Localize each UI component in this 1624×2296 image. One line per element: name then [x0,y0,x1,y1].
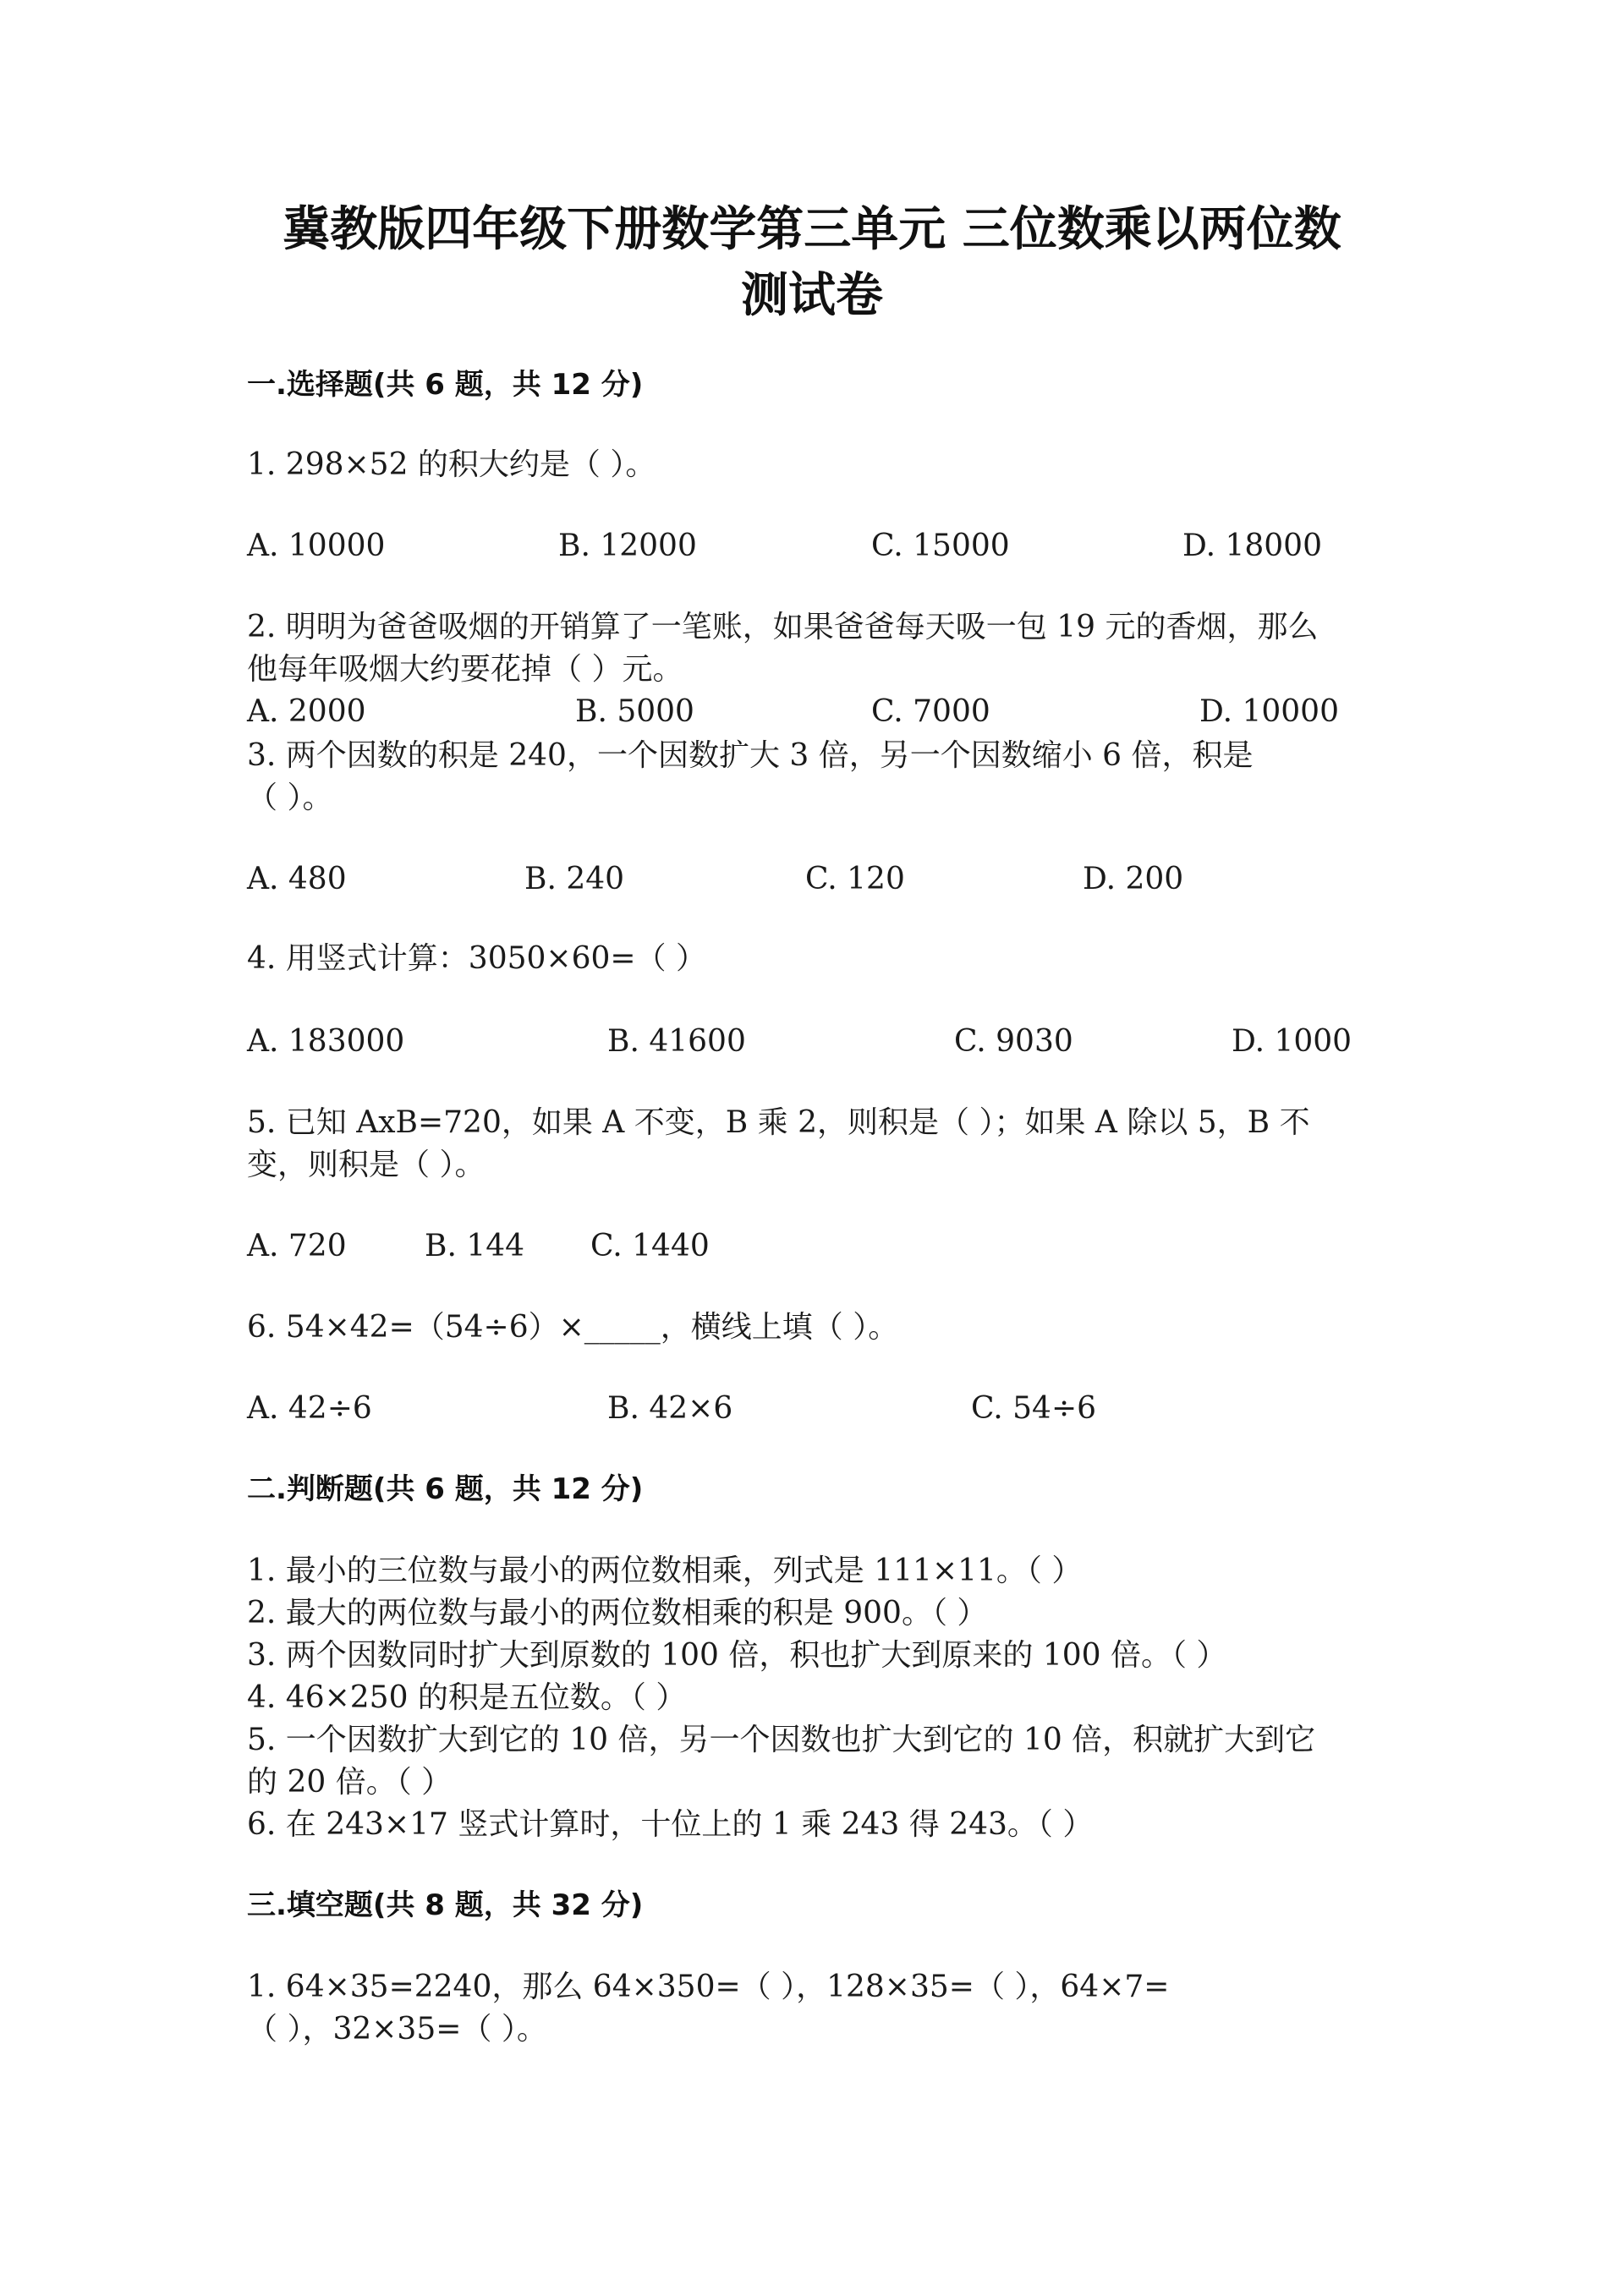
question-4-option-b: B. 41600 [607,1024,746,1059]
question-6-option-a: A. 42÷6 [247,1391,372,1426]
judge-item-2: 2. 最大的两位数与最小的两位数相乘的积是 900。（ ） [247,1596,988,1630]
question-5-text-line2: 变，则积是（ ）。 [247,1148,486,1182]
question-3-text-line2: （ ）。 [247,781,333,815]
section-heading-fill: 三.填空题(共 8 题，共 32 分) [247,1888,644,1922]
judge-item-3: 3. 两个因数同时扩大到原数的 100 倍，积也扩大到原来的 100 倍。（ ） [247,1638,1227,1673]
question-3-option-d: D. 200 [1083,862,1184,896]
question-3-option-a: A. 480 [247,862,347,896]
judge-item-6: 6. 在 243×17 竖式计算时，十位上的 1 乘 243 得 243。（ ） [247,1807,1094,1842]
exam-title-line1: 冀教版四年级下册数学第三单元 三位数乘以两位数 [283,202,1341,257]
judge-item-4: 4. 46×250 的积是五位数。（ ） [247,1680,687,1715]
section-heading-judge: 二.判断题(共 6 题，共 12 分) [247,1472,644,1506]
judge-item-5-line2: 的 20 倍。（ ） [247,1765,453,1800]
question-2-option-c: C. 7000 [871,694,990,729]
fill-question-1-line2: （ ），32×35=（ ）。 [247,2012,547,2047]
question-5-option-c: C. 1440 [590,1229,710,1263]
question-2-text-line2: 他每年吸烟大约要花掉（ ）元。 [247,652,683,687]
question-6-text: 6. 54×42=（54÷6）×_____，横线上填（ ）。 [247,1310,899,1345]
question-1-option-d: D. 18000 [1182,529,1322,563]
judge-item-5-line1: 5. 一个因数扩大到它的 10 倍，另一个因数也扩大到它的 10 倍，积就扩大到它 [247,1723,1316,1757]
question-2-option-b: B. 5000 [575,694,694,729]
question-1-option-c: C. 15000 [871,529,1010,563]
question-4-text: 4. 用竖式计算：3050×60=（ ） [247,941,706,976]
question-1-option-b: B. 12000 [558,529,697,563]
question-2-text-line1: 2. 明明为爸爸吸烟的开销算了一笔账，如果爸爸每天吸一包 19 元的香烟，那么 [247,610,1319,644]
section-heading-choice: 一.选择题(共 6 题，共 12 分) [247,368,644,402]
question-4-option-c: C. 9030 [954,1024,1073,1059]
question-5-text-line1: 5. 已知 AxB=720，如果 A 不变，B 乘 2，则积是（ ）；如果 A 除以 5，B 不 [247,1105,1310,1140]
question-6-option-c: C. 54÷6 [971,1391,1097,1426]
question-5-option-a: A. 720 [247,1229,347,1263]
question-4-option-a: A. 183000 [247,1024,405,1059]
judge-item-1: 1. 最小的三位数与最小的两位数相乘，列式是 111×11。（ ） [247,1553,1083,1588]
question-3-text-line1: 3. 两个因数的积是 240，一个因数扩大 3 倍，另一个因数缩小 6 倍，积是 [247,738,1254,773]
question-6-option-b: B. 42×6 [607,1391,733,1426]
question-3-option-b: B. 240 [524,862,625,896]
question-1-text: 1. 298×52 的积大约是（ ）。 [247,447,656,482]
question-3-option-c: C. 120 [805,862,905,896]
question-4-option-d: D. 1000 [1232,1024,1352,1059]
fill-question-1-line1: 1. 64×35=2240，那么 64×350=（ ），128×35=（ ），64×7= [247,1970,1170,2004]
question-1-option-a: A. 10000 [247,529,386,563]
question-2-option-d: D. 10000 [1199,694,1339,729]
question-2-option-a: A. 2000 [247,694,366,729]
question-5-option-b: B. 144 [425,1229,525,1263]
exam-title-line2: 测试卷 [741,268,883,323]
